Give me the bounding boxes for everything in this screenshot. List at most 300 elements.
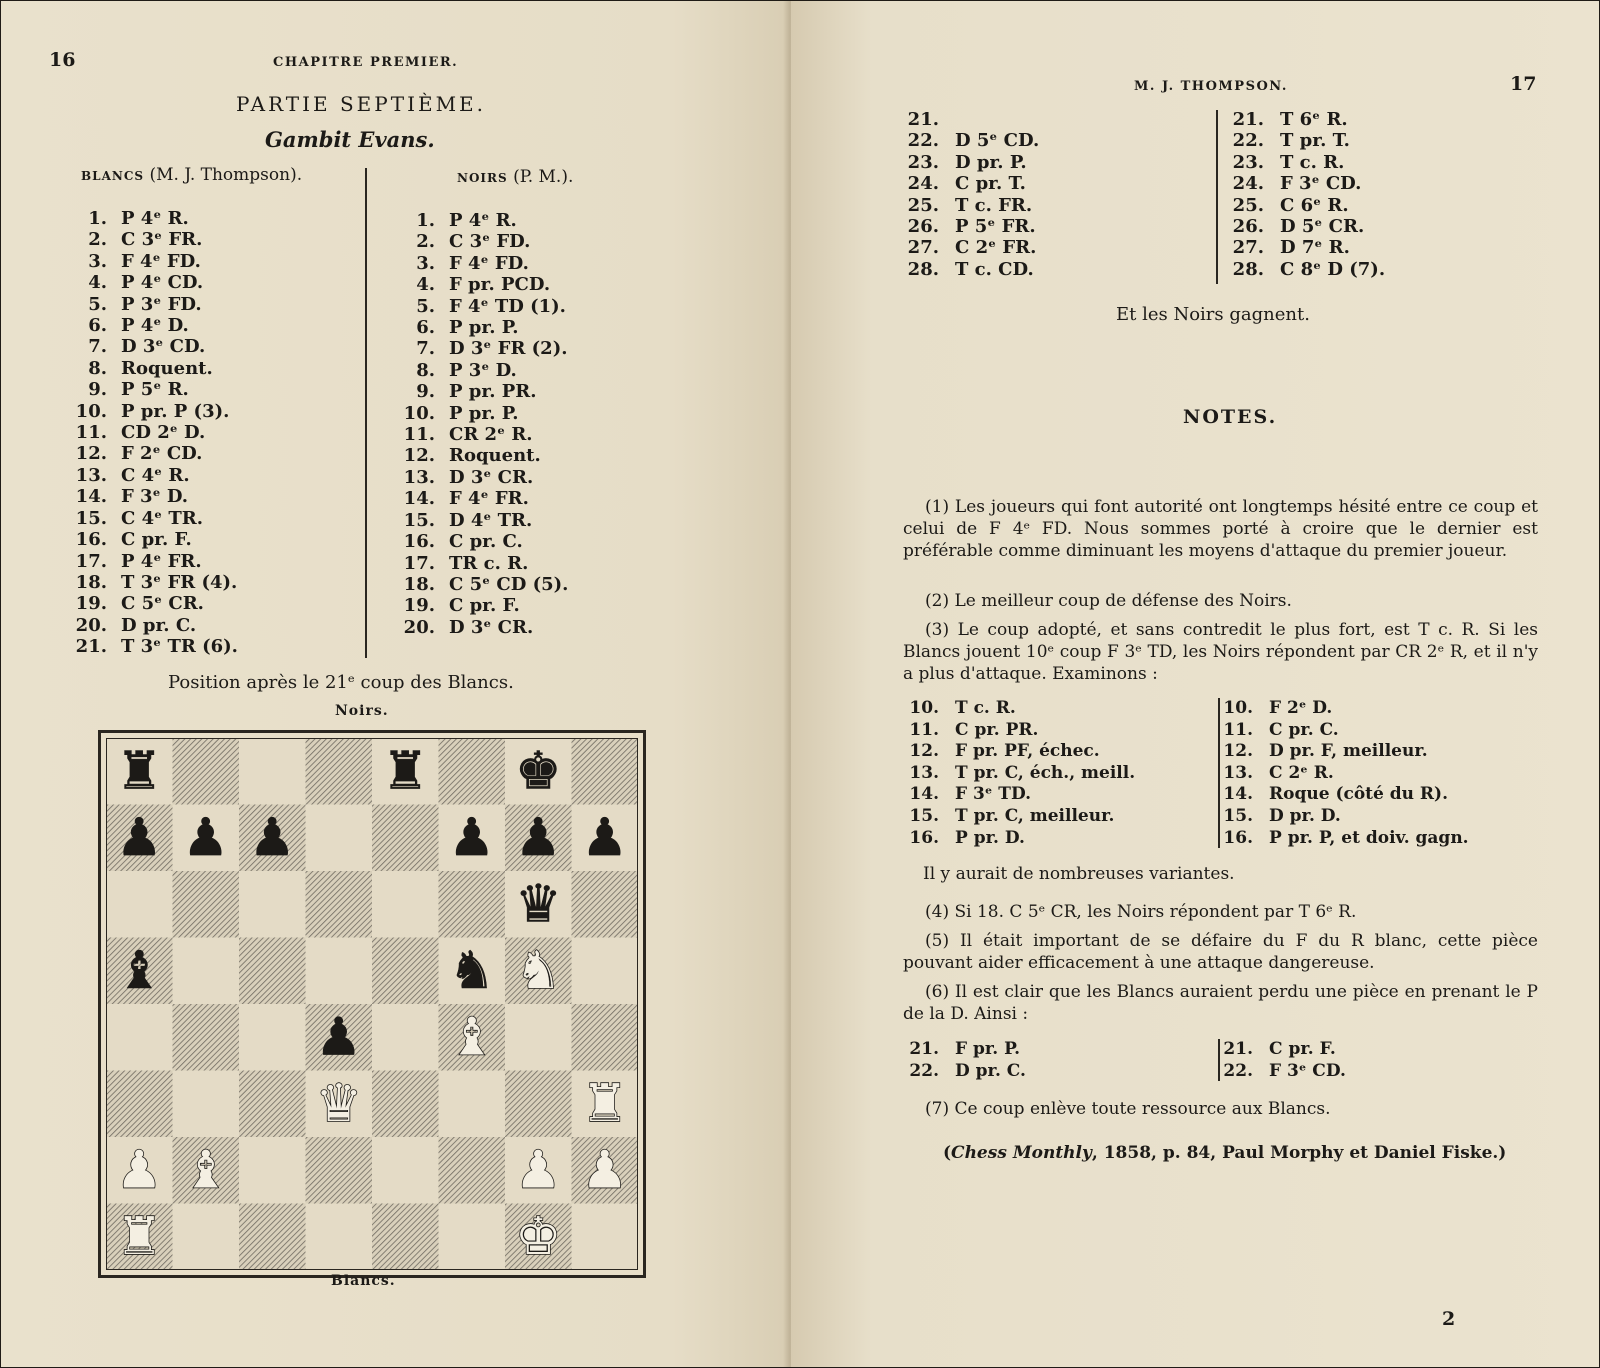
move-number: 17.: [75, 550, 107, 572]
board-square-c4: [239, 1004, 306, 1071]
black-header-name: (P. M.).: [513, 167, 574, 187]
move-text: C 5ᵉ CR.: [121, 593, 204, 615]
move-text: T pr. T.: [1280, 130, 1350, 152]
move-text: D 3ᵉ CR.: [449, 466, 534, 488]
move-row: [1211, 720, 1469, 742]
white-rook-icon: ♜: [581, 1074, 628, 1135]
board-square-b6: [173, 871, 240, 938]
move-number: 11.: [909, 719, 939, 740]
right-page: [791, 1, 1599, 1367]
move-text: F 2ᵉ D.: [1269, 698, 1333, 718]
running-head-left: CHAPITRE PREMIER.: [273, 55, 459, 70]
board-square-a3: [106, 1071, 173, 1138]
black-pawn-icon: ♟: [315, 1007, 362, 1068]
move-number: 22.: [907, 130, 939, 152]
move-number: 6.: [88, 315, 107, 337]
move-text: T c. FR.: [955, 194, 1033, 216]
move-number: 3.: [88, 250, 107, 272]
move-row: [61, 443, 238, 464]
move-text: T c. R.: [955, 698, 1016, 718]
move-row: [379, 617, 568, 638]
black-knight-icon: ♞: [448, 941, 495, 1002]
board-square-f3: [439, 1071, 506, 1138]
move-number: 13.: [909, 762, 939, 783]
white-pawn-icon: ♟: [581, 1140, 628, 1201]
move-number: 12.: [1223, 741, 1253, 762]
board-square-h1: [572, 1204, 639, 1271]
move-text: C 3ᵉ FD.: [449, 231, 531, 253]
variation-3-white: [895, 698, 1135, 849]
move-text: P pr. P (3).: [121, 400, 230, 422]
move-text: T 6ᵉ R.: [1280, 109, 1348, 130]
move-row: [379, 210, 568, 231]
black-pawn-icon: ♟: [448, 808, 495, 869]
move-number: 26.: [1232, 216, 1264, 238]
move-number: 28.: [1232, 258, 1264, 280]
board-square-f2: [439, 1137, 506, 1204]
move-number: 15.: [403, 509, 435, 531]
move-text: C 5ᵉ CD (5).: [449, 573, 569, 595]
move-row: [1218, 109, 1385, 130]
move-row: [1218, 130, 1385, 151]
black-moves-list: [379, 210, 568, 638]
move-number: 14.: [909, 784, 939, 805]
move-text: P 4ᵉ CD.: [121, 272, 204, 294]
move-text: Roquent.: [449, 445, 541, 467]
move-row: [379, 510, 568, 531]
move-number: 2.: [416, 231, 435, 253]
move-number: 21.: [907, 109, 939, 130]
board-square-e7: [372, 805, 439, 872]
move-text: C pr. PR.: [955, 719, 1039, 740]
move-text: P 3ᵉ FD.: [121, 293, 202, 315]
move-text: P 4ᵉ FR.: [121, 550, 202, 572]
move-text: D 7ᵉ R.: [1280, 237, 1350, 259]
move-text: D pr. C.: [121, 614, 197, 636]
black-rook-icon: ♜: [382, 741, 429, 802]
move-number: 21.: [909, 1039, 939, 1059]
move-number: 16.: [909, 827, 939, 848]
white-moves-list: [61, 208, 238, 658]
black-pawn-icon: ♟: [182, 808, 229, 869]
move-row: [379, 274, 568, 295]
move-row: [379, 488, 568, 509]
move-text: P pr. PR.: [449, 381, 537, 403]
board-square-b3: [173, 1071, 240, 1138]
board-square-d2: [306, 1137, 373, 1204]
white-pawn-icon: ♟: [116, 1140, 163, 1201]
move-text: T 3ᵉ TR (6).: [121, 636, 238, 658]
move-number: 21.: [1232, 109, 1264, 130]
black-rook-icon: ♜: [116, 741, 163, 802]
move-row: [895, 806, 1135, 828]
move-number: 10.: [403, 402, 435, 424]
move-text: D 3ᵉ CD.: [121, 336, 206, 358]
move-text: F pr. PF, échec.: [955, 741, 1100, 762]
board-square-g3: [505, 1071, 572, 1138]
variation-3-black: [1211, 698, 1469, 849]
move-text: F 4ᵉ FR.: [449, 488, 529, 510]
left-page: [1, 1, 791, 1367]
variants-remark: Il y aurait de nombreuses variantes.: [923, 864, 1235, 884]
move-row: [895, 152, 1039, 173]
move-row: [61, 422, 238, 443]
white-moves-continued: [895, 109, 1039, 280]
move-text: P 4ᵉ D.: [121, 315, 189, 337]
white-header-name: (M. J. Thompson).: [149, 165, 303, 185]
move-row: [379, 553, 568, 574]
move-text: TR c. R.: [449, 552, 529, 574]
board-square-h8: [572, 738, 639, 805]
move-text: D pr. D.: [1269, 805, 1341, 826]
move-number: 15.: [1223, 805, 1253, 826]
black-header-caps: NOIRS: [457, 171, 508, 185]
move-row: [61, 379, 238, 400]
board-square-h4: [572, 1004, 639, 1071]
move-row: [1218, 259, 1385, 280]
move-number: 15.: [75, 507, 107, 529]
note-1: (1) Les joueurs qui font autorité ont longtemps hésité entre ce coup et celui de F 4ᵉ FD. Nous sommes porté à croire que le dernier est préférable comme diminuant les moyens d'attaque du premier joueur.: [903, 497, 1538, 561]
move-number: 26.: [907, 216, 939, 238]
move-text: P pr. D.: [955, 827, 1025, 848]
board-square-e5: [372, 938, 439, 1005]
move-text: C pr. F.: [449, 595, 520, 617]
black-pawn-icon: ♟: [515, 808, 562, 869]
move-row: [61, 272, 238, 293]
move-text: C 4ᵉ TR.: [121, 507, 204, 529]
black-moves-continued: [1218, 109, 1385, 280]
board-square-d6: [306, 871, 373, 938]
board-square-a4: [106, 1004, 173, 1071]
board-square-f1: [439, 1204, 506, 1271]
move-number: 10.: [1223, 698, 1253, 718]
move-number: 19.: [403, 595, 435, 617]
variation-6-white: [895, 1039, 1026, 1082]
white-knight-icon: ♞: [515, 941, 562, 1002]
move-number: 25.: [1232, 194, 1264, 216]
black-king-icon: ♚: [515, 741, 562, 802]
move-number: 21.: [1223, 1039, 1253, 1059]
move-number: 5.: [416, 295, 435, 317]
move-row: [379, 595, 568, 616]
move-number: 14.: [1223, 784, 1253, 805]
move-row: [895, 173, 1039, 194]
board-square-d5: [306, 938, 373, 1005]
move-number: 23.: [1232, 151, 1264, 173]
move-row: [379, 381, 568, 402]
note-2: (2) Le meilleur coup de défense des Noirs.: [925, 591, 1292, 611]
board-square-e6: [372, 871, 439, 938]
move-number: 27.: [907, 237, 939, 259]
move-text: C pr. C.: [1269, 719, 1339, 740]
move-number: 16.: [75, 529, 107, 551]
move-row: [895, 720, 1135, 742]
move-number: 4.: [416, 274, 435, 296]
note-6: (6) Il est clair que les Blancs auraient perdu une pièce en prenant le P de la D. Ainsi :: [903, 982, 1538, 1024]
move-text: D 4ᵉ TR.: [449, 509, 533, 531]
move-number: 6.: [416, 317, 435, 339]
move-text: C pr. F.: [1269, 1039, 1336, 1059]
move-number: 23.: [907, 151, 939, 173]
move-number: 2.: [88, 229, 107, 251]
move-number: 12.: [75, 443, 107, 465]
board-square-b4: [173, 1004, 240, 1071]
move-text: P 4ᵉ R.: [121, 208, 189, 229]
move-row: [1211, 828, 1469, 850]
move-row: [895, 109, 1039, 130]
move-number: 27.: [1232, 237, 1264, 259]
move-text: P 4ᵉ R.: [449, 210, 517, 231]
move-row: [379, 574, 568, 595]
move-text: D 3ᵉ FR (2).: [449, 338, 568, 360]
move-row: [895, 1061, 1026, 1083]
move-row: [1218, 152, 1385, 173]
game-title: PARTIE SEPTIÈME.: [236, 92, 487, 116]
move-row: [379, 338, 568, 359]
move-row: [1211, 698, 1469, 720]
move-text: CR 2ᵉ R.: [449, 424, 533, 446]
move-text: C pr. C.: [449, 531, 523, 553]
move-text: F 3ᵉ CD.: [1280, 173, 1362, 195]
move-number: 11.: [1223, 719, 1253, 740]
move-number: 24.: [907, 173, 939, 195]
move-number: 20.: [75, 614, 107, 636]
move-row: [379, 445, 568, 466]
move-text: T c. R.: [1280, 151, 1345, 173]
move-row: [61, 315, 238, 336]
move-number: 18.: [75, 571, 107, 593]
move-number: 17.: [403, 552, 435, 574]
move-text: P pr. P.: [449, 317, 519, 339]
board-square-h6: [572, 871, 639, 938]
move-row: [61, 465, 238, 486]
move-row: [895, 1039, 1026, 1061]
move-text: F 3ᵉ CD.: [1269, 1060, 1346, 1081]
move-text: D 3ᵉ CR.: [449, 616, 534, 638]
chess-diagram: [98, 730, 646, 1278]
opening-name: Gambit Evans.: [265, 127, 435, 152]
move-row: [379, 467, 568, 488]
move-row: [61, 229, 238, 250]
move-row: [379, 231, 568, 252]
board-square-d7: [306, 805, 373, 872]
move-text: D 5ᵉ CR.: [1280, 216, 1365, 238]
white-rook-icon: ♜: [116, 1207, 163, 1268]
page-number-left: 16: [49, 49, 76, 71]
black-bishop-icon: ♝: [116, 941, 163, 1002]
board-square-f8: [439, 738, 506, 805]
board-square-b1: [173, 1204, 240, 1271]
white-column-header: [81, 165, 302, 185]
move-number: 16.: [1223, 827, 1253, 848]
note-7: (7) Ce coup enlève toute ressource aux Blancs.: [925, 1099, 1331, 1119]
move-number: 22.: [1223, 1060, 1253, 1081]
black-pawn-icon: ♟: [249, 808, 296, 869]
move-text: P 5ᵉ FR.: [955, 216, 1036, 238]
move-text: C 3ᵉ FR.: [121, 229, 203, 251]
move-number: 8.: [88, 357, 107, 379]
white-bishop-icon: ♝: [182, 1140, 229, 1201]
signature-mark: 2: [1442, 1308, 1456, 1330]
move-number: 25.: [907, 194, 939, 216]
move-number: 12.: [403, 445, 435, 467]
move-number: 1.: [88, 208, 107, 229]
move-number: 13.: [1223, 762, 1253, 783]
chess-board: [106, 738, 638, 1270]
move-number: 10.: [75, 400, 107, 422]
move-row: [1218, 195, 1385, 216]
move-row: [895, 763, 1135, 785]
move-number: 19.: [75, 593, 107, 615]
move-text: CD 2ᵉ D.: [121, 422, 206, 444]
move-text: T c. CD.: [955, 258, 1034, 280]
move-row: [1211, 784, 1469, 806]
move-text: F pr. PCD.: [449, 274, 551, 296]
notes-title: NOTES.: [1183, 406, 1278, 428]
move-text: C 2ᵉ R.: [1269, 762, 1334, 783]
move-number: 15.: [909, 805, 939, 826]
citation-source: Chess Monthly: [951, 1143, 1092, 1163]
move-number: 1.: [416, 210, 435, 231]
move-row: [61, 251, 238, 272]
board-square-c1: [239, 1204, 306, 1271]
move-number: 9.: [88, 379, 107, 401]
white-pawn-icon: ♟: [515, 1140, 562, 1201]
move-row: [61, 593, 238, 614]
move-text: D 5ᵉ CD.: [955, 130, 1040, 152]
move-number: 13.: [403, 466, 435, 488]
board-square-c5: [239, 938, 306, 1005]
board-square-b5: [173, 938, 240, 1005]
move-number: 11.: [403, 424, 435, 446]
move-text: C pr. T.: [955, 173, 1026, 195]
move-text: D pr. C.: [955, 1060, 1026, 1081]
move-row: [379, 403, 568, 424]
black-column-header: [457, 167, 573, 187]
column-divider: [365, 168, 367, 658]
move-number: 4.: [88, 272, 107, 294]
move-row: [1211, 763, 1469, 785]
move-number: 9.: [416, 381, 435, 403]
board-square-c3: [239, 1071, 306, 1138]
board-bottom-label: Blancs.: [331, 1273, 396, 1289]
board-square-h5: [572, 938, 639, 1005]
move-row: [61, 551, 238, 572]
move-text: P 3ᵉ D.: [449, 359, 517, 381]
black-pawn-icon: ♟: [116, 808, 163, 869]
move-text: F 3ᵉ D.: [121, 486, 189, 508]
move-text: F 3ᵉ TD.: [955, 784, 1031, 805]
move-text: F 4ᵉ TD (1).: [449, 295, 566, 317]
note-5: (5) Il était important de se défaire du F du R blanc, cette pièce pouvant aider efficacement à une attaque dangereuse.: [903, 931, 1538, 973]
move-text: Roque (côté du R).: [1269, 784, 1449, 805]
move-number: 11.: [75, 422, 107, 444]
move-row: [1218, 237, 1385, 258]
move-row: [61, 336, 238, 357]
move-number: 24.: [1232, 173, 1264, 195]
move-row: [61, 615, 238, 636]
move-number: 10.: [909, 698, 939, 718]
move-number: 12.: [909, 741, 939, 762]
move-row: [895, 784, 1135, 806]
move-row: [379, 360, 568, 381]
move-text: Roquent.: [121, 357, 213, 379]
board-square-b8: [173, 738, 240, 805]
move-text: T pr. C, éch., meill.: [955, 762, 1136, 783]
move-number: 14.: [403, 488, 435, 510]
move-number: 18.: [403, 573, 435, 595]
board-top-label: Noirs.: [335, 703, 389, 719]
white-king-icon: ♚: [515, 1207, 562, 1268]
move-row: [379, 531, 568, 552]
move-text: T 3ᵉ FR (4).: [121, 571, 238, 593]
move-row: [379, 296, 568, 317]
board-square-d1: [306, 1204, 373, 1271]
running-head-right: M. J. THOMPSON.: [1134, 79, 1288, 94]
board-square-e2: [372, 1137, 439, 1204]
move-row: [895, 237, 1039, 258]
move-row: [61, 572, 238, 593]
move-row: [61, 636, 238, 657]
move-text: C 4ᵉ R.: [121, 464, 190, 486]
move-number: 22.: [909, 1060, 939, 1081]
board-square-c2: [239, 1137, 306, 1204]
move-row: [1218, 216, 1385, 237]
move-row: [1211, 1061, 1346, 1083]
move-text: C 8ᵉ D (7).: [1280, 258, 1386, 280]
move-row: [61, 401, 238, 422]
move-number: 5.: [88, 293, 107, 315]
move-text: D pr. F, meilleur.: [1269, 741, 1428, 762]
position-caption: Position après le 21ᵉ coup des Blancs.: [168, 672, 514, 693]
move-text: D pr. P.: [955, 151, 1027, 173]
note-4: (4) Si 18. C 5ᵉ CR, les Noirs répondent par T 6ᵉ R.: [925, 902, 1357, 922]
move-row: [61, 294, 238, 315]
move-row: [61, 486, 238, 507]
move-text: F 2ᵉ CD.: [121, 443, 203, 465]
board-square-a6: [106, 871, 173, 938]
move-row: [895, 741, 1135, 763]
move-row: [895, 216, 1039, 237]
white-bishop-icon: ♝: [448, 1007, 495, 1068]
move-row: [379, 424, 568, 445]
move-row: [895, 698, 1135, 720]
white-header-caps: BLANCS: [81, 169, 145, 183]
move-row: [61, 508, 238, 529]
move-number: 8.: [416, 359, 435, 381]
move-row: [379, 253, 568, 274]
move-row: [895, 195, 1039, 216]
black-queen-icon: ♛: [515, 874, 562, 935]
move-number: 22.: [1232, 130, 1264, 152]
board-square-e3: [372, 1071, 439, 1138]
move-text: C 2ᵉ FR.: [955, 237, 1037, 259]
move-number: 13.: [75, 464, 107, 486]
move-number: 14.: [75, 486, 107, 508]
black-pawn-icon: ♟: [581, 808, 628, 869]
move-number: 20.: [403, 616, 435, 638]
move-number: 16.: [403, 531, 435, 553]
move-row: [1218, 173, 1385, 194]
move-row: [895, 130, 1039, 151]
move-number: 21.: [75, 636, 107, 658]
move-number: 3.: [416, 252, 435, 274]
move-row: [895, 828, 1135, 850]
white-queen-icon: ♛: [315, 1074, 362, 1135]
move-row: [1211, 1039, 1346, 1061]
move-text: F pr. P.: [955, 1039, 1020, 1059]
page-number-right: 17: [1510, 73, 1537, 95]
